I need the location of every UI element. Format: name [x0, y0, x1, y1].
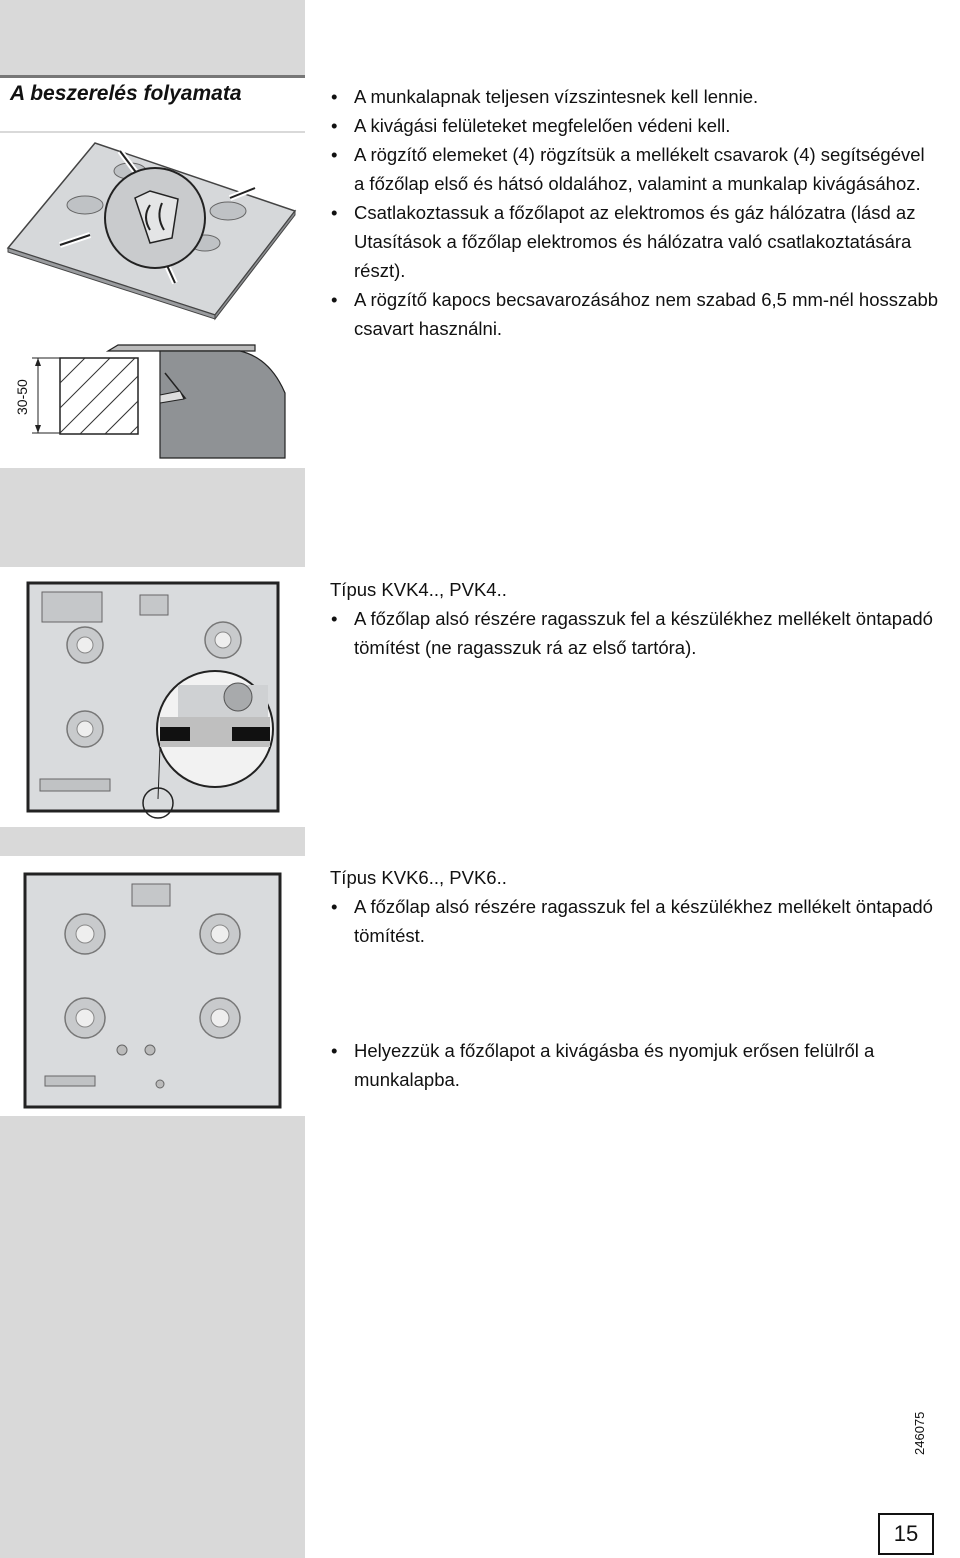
figure-kvk6-underside [0, 856, 305, 1116]
install-steps [330, 82, 940, 343]
document-number: 246075 [912, 1411, 927, 1455]
type-kvk6-heading: Típus KVK6.., PVK6.. [330, 867, 507, 888]
figure-kvk4-underside [0, 567, 305, 827]
type-kvk4-section [330, 575, 940, 662]
list-item: • A rögzítő kapocs becsavarozásához nem szabad 6,5 mm-nél hosszabb csavart használni. [330, 285, 940, 343]
list-item: • A rögzítő elemeket (4) rögzítsük a mellékelt csavarok (4) segítségével a főzőlap első és hátsó oldalához, valamint a munkalap kivágásához. [330, 140, 940, 198]
type-kvk6-section [330, 863, 940, 950]
final-step-section [330, 1036, 940, 1094]
list-item: • A munkalapnak teljesen vízszintesnek kell lennie. [330, 82, 940, 111]
list-item: • Csatlakoztassuk a főzőlapot az elektromos és gáz hálózatra (lásd az Utasítások a főzőlap elektromos és hálózatra való csatlakoztatására részt). [330, 198, 940, 285]
list-item: • Helyezzük a főzőlapot a kivágásba és nyomjuk erősen felülről a munkalapba. [330, 1036, 940, 1094]
list-item: • A főzőlap alsó részére ragasszuk fel a készülékhez mellékelt öntapadó tömítést (ne ragasszuk rá az első tartóra). [330, 604, 940, 662]
list-item: • A főzőlap alsó részére ragasszuk fel a készülékhez mellékelt öntapadó tömítést. [330, 892, 940, 950]
figure-mounting-bracket [0, 133, 305, 468]
dimension-label: 30-50 [14, 379, 30, 415]
page-number: 15 [878, 1513, 934, 1555]
section-title: A beszerelés folyamata [10, 82, 242, 105]
list-item: • A kivágási felületeket megfelelően védeni kell. [330, 111, 940, 140]
type-kvk4-heading: Típus KVK4.., PVK4.. [330, 579, 507, 600]
install-steps-list [330, 82, 940, 343]
